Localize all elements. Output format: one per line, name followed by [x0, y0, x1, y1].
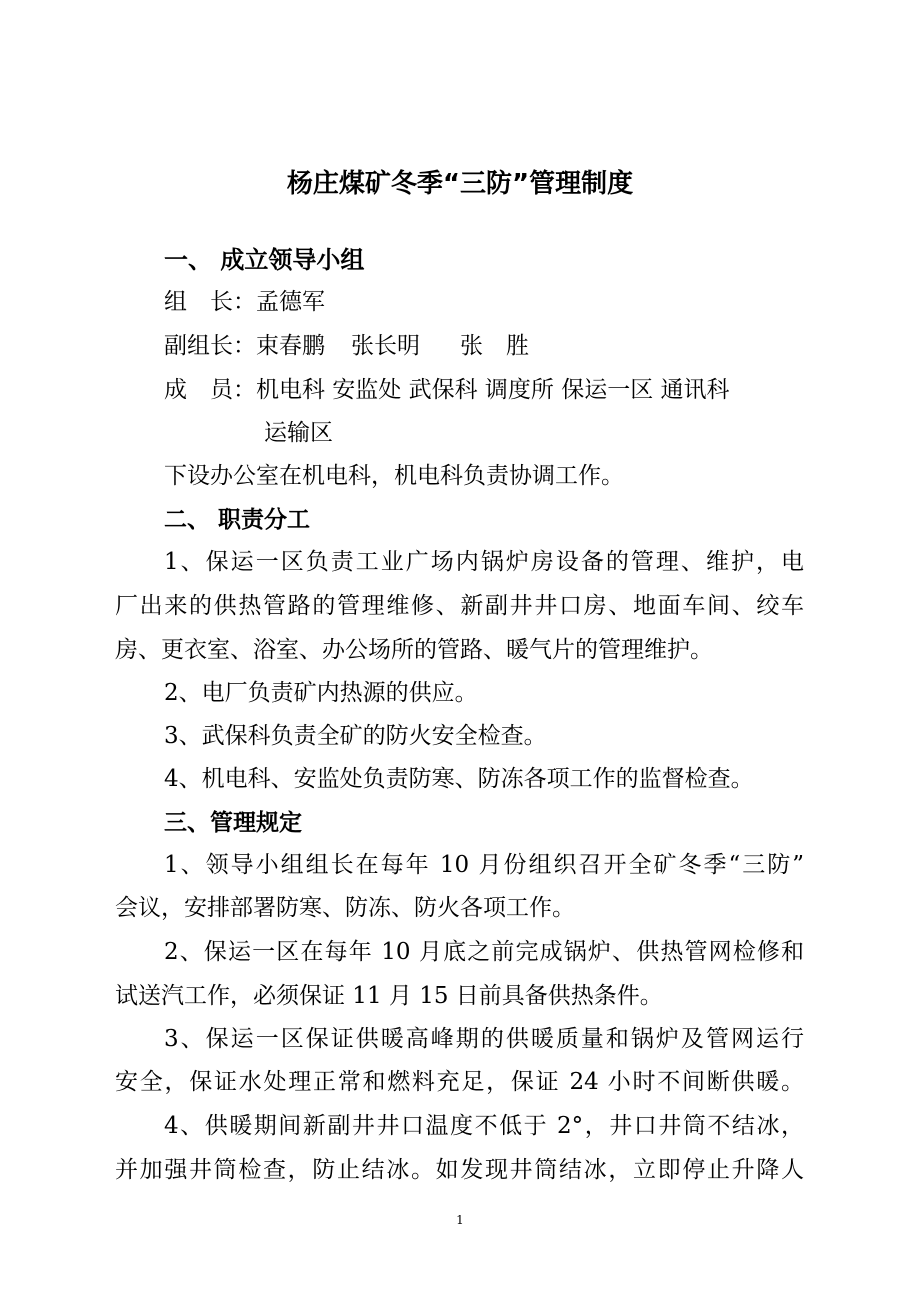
page-number: 1 [456, 1213, 464, 1227]
rule-item-1-line-1: 1、领导小组组长在每年 10 月份组织召开全矿冬季“三防” [164, 852, 804, 878]
deputy-name-1: 束春鹏 [256, 333, 325, 359]
section-heading-2: 二、 职责分工 [164, 507, 311, 533]
rule-item-4-line-1: 4、供暖期间新副井井口温度不低于 2°，井口井筒不结冰， [164, 1113, 804, 1139]
deputy-name-2: 张长明 [351, 333, 420, 359]
duty-item-1-line-1: 1、保运一区负责工业广场内锅炉房设备的管理、维护，电 [164, 549, 804, 575]
section-heading-3: 三、管理规定 [164, 810, 302, 836]
rule-item-3-line-2: 安全，保证水处理正常和燃料充足，保证 24 小时不间断供暖。 [115, 1069, 804, 1095]
office-note: 下设办公室在机电科，机电科负责协调工作。 [164, 463, 624, 489]
members-label: 成 员： [164, 377, 256, 403]
duty-item-3: 3、武保科负责全矿的防火安全检查。 [164, 723, 547, 749]
deputy-row [164, 331, 529, 361]
duty-item-2: 2、电厂负责矿内热源的供应。 [164, 680, 478, 706]
leader-row [164, 287, 325, 317]
leader-name: 孟德军 [256, 289, 325, 315]
members-row [164, 375, 730, 405]
duty-item-1-line-2: 厂出来的供热管路的管理维修、新副井井口房、地面车间、绞车 [115, 593, 804, 619]
rule-item-2-line-1: 2、保运一区在每年 10 月底之前完成锅炉、供热管网检修和 [164, 939, 804, 965]
leader-label: 组 长： [164, 289, 256, 315]
rule-item-3-line-1: 3、保运一区保证供暖高峰期的供暖质量和锅炉及管网运行 [164, 1026, 804, 1052]
rule-item-2-line-2: 试送汽工作，必须保证 11 月 15 日前具备供热条件。 [115, 983, 663, 1009]
rule-item-4-line-2: 并加强井筒检查，防止结冰。如发现井筒结冰，立即停止升降人 [115, 1157, 804, 1183]
deputy-label: 副组长： [164, 333, 256, 359]
duty-item-4: 4、机电科、安监处负责防寒、防冻各项工作的监督检查。 [164, 766, 754, 792]
members-list-line-1: 机电科 安监处 武保科 调度所 保运一区 通讯科 [256, 377, 730, 403]
document-title: 杨庄煤矿冬季“三防”管理制度 [286, 169, 634, 199]
duty-item-1-line-3: 房、更衣室、浴室、办公场所的管路、暖气片的管理维护。 [115, 637, 713, 663]
deputy-name-3: 张 胜 [460, 333, 529, 359]
members-list-line-2: 运输区 [264, 420, 333, 446]
section-heading-1: 一、 成立领导小组 [164, 246, 365, 274]
rule-item-1-line-2: 会议，安排部署防寒、防冻、防火各项工作。 [115, 895, 575, 921]
